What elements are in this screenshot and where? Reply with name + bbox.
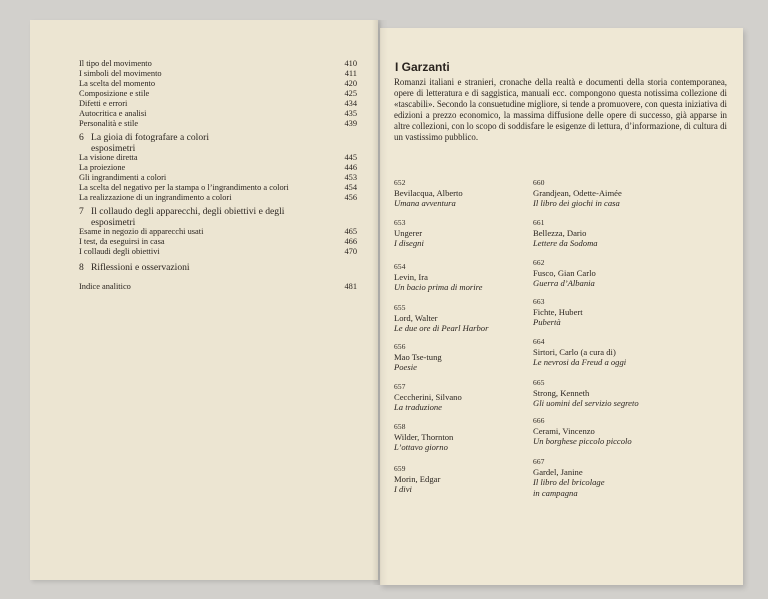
list-item: 654 Levin, Ira Un bacio prima di morire <box>394 262 483 293</box>
chapter-heading: 7 Il collaudo degli apparecchi, degli obiettivi e degli esposimetri <box>79 206 285 228</box>
list-item: 652 Bevilacqua, Alberto Umana avventura <box>394 178 463 209</box>
toc-entry: Il tipo del movimento 410 <box>79 59 357 68</box>
list-item: 665 Strong, Kenneth Gli uomini del servizio segreto <box>533 378 639 409</box>
toc-entry: Autocritica e analisi 435 <box>79 109 357 118</box>
toc-entry: Gli ingrandimenti a colori 453 <box>79 173 357 182</box>
list-item: 662 Fusco, Gian Carlo Guerra d’Albania <box>533 258 596 289</box>
list-item: 658 Wilder, Thornton L’ottavo giorno <box>394 422 454 453</box>
chapter-heading: 8 Riflessioni e osservazioni <box>79 262 190 273</box>
list-item: 656 Mao Tse-tung Poesie <box>394 342 442 373</box>
list-item: 661 Bellezza, Dario Lettere da Sodoma <box>533 218 598 249</box>
list-item: 663 Fichte, Hubert Pubertà <box>533 297 583 328</box>
toc-entry: Esame in negozio di apparecchi usati 465 <box>79 227 357 236</box>
chapter-heading: 6 La gioia di fotografare a colori esposimetri <box>79 132 210 154</box>
list-item: 655 Lord, Walter Le due ore di Pearl Harbor <box>394 303 489 334</box>
toc-entry: I simboli del movimento 411 <box>79 69 357 78</box>
list-item: 666 Cerami, Vincenzo Un borghese piccolo piccolo <box>533 416 632 447</box>
list-item: 657 Ceccherini, Silvano La traduzione <box>394 382 462 413</box>
book-gutter <box>372 20 388 585</box>
toc-index-entry: Indice analitico 481 <box>79 282 357 291</box>
series-description: Romanzi italiani e stranieri, cronache della realtà e documenti della storia contemporanea, opere di letteratura e di saggistica, manuali ecc. compongono questa notissima collezione di «tascabili». Secondo la consuetudine migliore, si tende a promuovere, con questa iniziativa di edizioni a prezzo economico, la massima diffusione delle opere di successo, già apparse in altre collezioni, con lo scopo di soddisfare le esigenze di lettura, d’informazione, di cultura di un vastissimo pubblico. <box>394 77 727 143</box>
list-item: 659 Morin, Edgar I divi <box>394 464 441 495</box>
series-title: I Garzanti <box>395 60 450 74</box>
toc-entry: La scelta del negativo per la stampa o l’ingrandimento a colori 454 <box>79 183 357 192</box>
list-item: 664 Sirtori, Carlo (a cura di) Le nevrosi da Freud a oggi <box>533 337 627 368</box>
list-item: 660 Grandjean, Odette-Aimée Il libro dei giochi in casa <box>533 178 622 209</box>
toc-entry: Personalità e stile 439 <box>79 119 357 128</box>
toc-entry: I collaudi degli obiettivi 470 <box>79 247 357 256</box>
toc-entry: I test, da eseguirsi in casa 466 <box>79 237 357 246</box>
toc-entry: La proiezione 446 <box>79 163 357 172</box>
toc-entry: La scelta del momento 420 <box>79 79 357 88</box>
list-item: 653 Ungerer I disegni <box>394 218 424 249</box>
toc-entry: Composizione e stile 425 <box>79 89 357 98</box>
list-item: 667 Gardel, Janine Il libro del bricolage in campagna <box>533 457 605 498</box>
toc-entry: La visione diretta 445 <box>79 153 357 162</box>
toc-entry: Difetti e errori 434 <box>79 99 357 108</box>
toc-entry: La realizzazione di un ingrandimento a colori 456 <box>79 193 357 202</box>
